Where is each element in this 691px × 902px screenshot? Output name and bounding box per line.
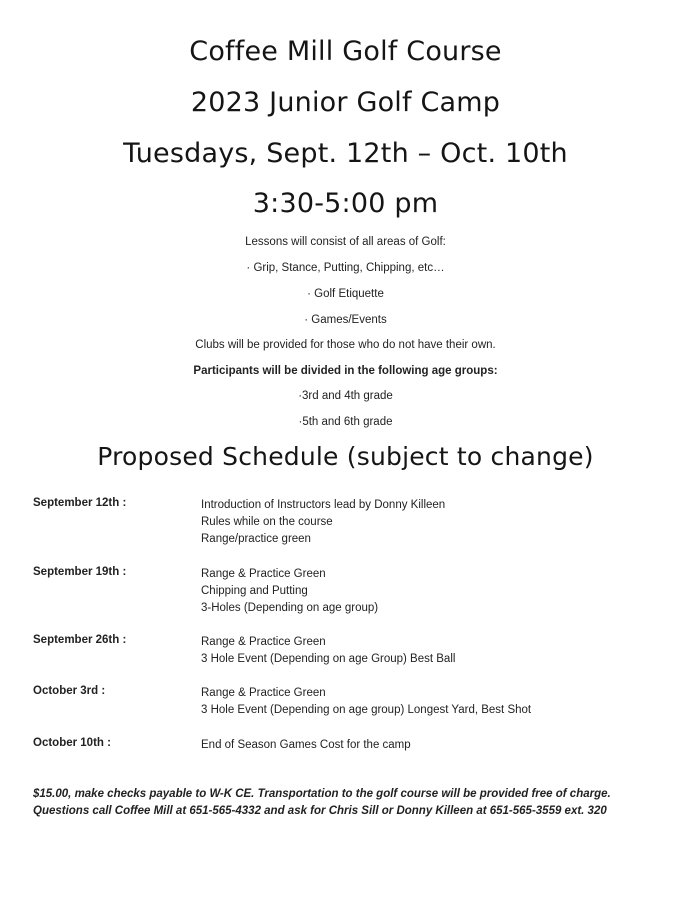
age-groups-heading: Participants will be divided in the following age groups:: [193, 365, 498, 377]
schedule-item: Range & Practice Green: [201, 568, 326, 580]
schedule-item: End of Season Games Cost for the camp: [201, 739, 411, 751]
schedule-items: [201, 634, 455, 668]
schedule-date: October 10th :: [33, 737, 111, 749]
schedule-item: Range & Practice Green: [201, 687, 326, 699]
schedule-item: Chipping and Putting: [201, 585, 308, 597]
schedule-items: [201, 497, 445, 548]
camp-dates: Tuesdays, Sept. 12th – Oct. 10th: [123, 138, 568, 169]
course-name: Coffee Mill Golf Course: [189, 36, 502, 67]
schedule-date: September 12th :: [33, 497, 127, 509]
schedule-item: Rules while on the course: [201, 516, 333, 528]
lesson-item-etiquette: · Golf Etiquette: [307, 288, 384, 300]
lesson-item-grip: · Grip, Stance, Putting, Chipping, etc…: [246, 262, 445, 274]
schedule-item: 3 Hole Event (Depending on age Group) Best Ball: [201, 653, 456, 665]
schedule-items: [201, 566, 378, 617]
schedule-item: Range/practice green: [201, 533, 311, 545]
clubs-note: Clubs will be provided for those who do not have their own.: [195, 339, 496, 351]
lessons-intro: Lessons will consist of all areas of Golf:: [245, 236, 446, 248]
schedule-date: September 19th :: [33, 566, 127, 578]
camp-title: 2023 Junior Golf Camp: [190, 87, 501, 118]
age-group-1: ·3rd and 4th grade: [298, 390, 393, 402]
schedule-items: [201, 737, 411, 754]
footer-note: [33, 786, 673, 820]
footer-contact-line: Questions call Coffee Mill at 651-565-4332 and ask for Chris Sill or Donny Killeen at 651-565-3559 ext. 320: [33, 805, 607, 817]
lesson-item-games: · Games/Events: [304, 314, 387, 326]
schedule-item: Range & Practice Green: [201, 636, 326, 648]
age-group-2: ·5th and 6th grade: [298, 416, 393, 428]
camp-time: 3:30-5:00 pm: [252, 188, 439, 219]
schedule-item: 3 Hole Event (Depending on age group) Longest Yard, Best Shot: [201, 704, 532, 716]
schedule-date: September 26th :: [33, 634, 127, 646]
footer-cost-line: $15.00, make checks payable to W-K CE. Transportation to the golf course will be provided free of charge.: [33, 788, 611, 800]
schedule-item: Introduction of Instructors lead by Donny Killeen: [201, 499, 446, 511]
schedule-title: Proposed Schedule (subject to change): [97, 442, 594, 471]
schedule-item: 3-Holes (Depending on age group): [201, 602, 379, 614]
schedule-items: [201, 685, 531, 719]
schedule-date: October 3rd :: [33, 685, 106, 697]
